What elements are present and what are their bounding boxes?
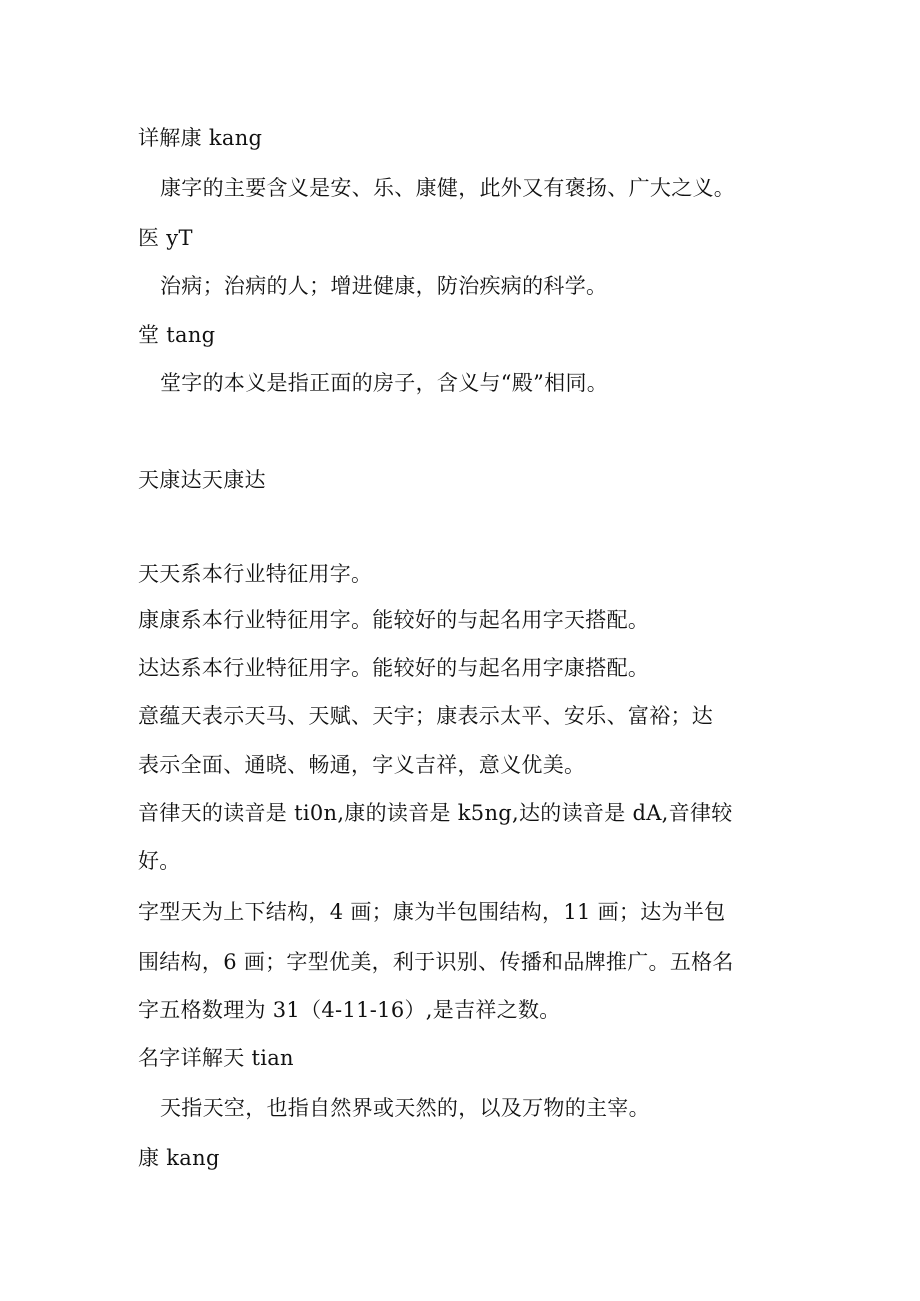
paragraph-structure-line-2: 围结构，6 画；字型优美，利于识别、传播和品牌推广。五格名: [138, 950, 734, 974]
heading-yi: 医 yT: [138, 226, 193, 250]
paragraph-da-usage: 达达系本行业特征用字。能较好的与起名用字康搭配。: [138, 656, 650, 680]
paragraph-yi-meaning: 治病；治病的人；增进健康，防治疾病的科学。: [160, 274, 608, 298]
paragraph-phonetic-line-1: 音律天的读音是 ti0n,康的读音是 k5ng,达的读音是 dA,音律较: [138, 801, 733, 825]
section-title-tiankangda: 天康达天康达: [138, 468, 266, 492]
paragraph-phonetic-line-2: 好。: [138, 849, 181, 873]
paragraph-meaning-line-2: 表示全面、通晓、畅通，字义吉祥，意义优美。: [138, 753, 586, 777]
paragraph-structure-line-3: 字五格数理为 31（4-11-16）,是吉祥之数。: [138, 998, 561, 1022]
heading-tang: 堂 tang: [138, 323, 216, 347]
heading-tian-detail: 名字详解天 tian: [138, 1046, 294, 1070]
paragraph-meaning-line-1: 意蕴天表示天马、天赋、天宇；康表示太平、安乐、富裕；达: [138, 704, 714, 728]
heading-kang-last: 康 kang: [138, 1146, 220, 1170]
paragraph-tian-usage: 天天系本行业特征用字。: [138, 562, 373, 586]
heading-kang-detail: 详解康 kang: [138, 126, 263, 150]
paragraph-kang-usage: 康康系本行业特征用字。能较好的与起名用字天搭配。: [138, 608, 650, 632]
paragraph-kang-meaning: 康字的主要含义是安、乐、康健，此外又有褒扬、广大之义。: [160, 176, 736, 200]
paragraph-tian-meaning: 天指天空，也指自然界或天然的，以及万物的主宰。: [160, 1096, 650, 1120]
paragraph-tang-meaning: 堂字的本义是指正面的房子，含义与“殿”相同。: [160, 371, 609, 395]
paragraph-structure-line-1: 字型天为上下结构，4 画；康为半包围结构，11 画；达为半包: [138, 900, 726, 924]
